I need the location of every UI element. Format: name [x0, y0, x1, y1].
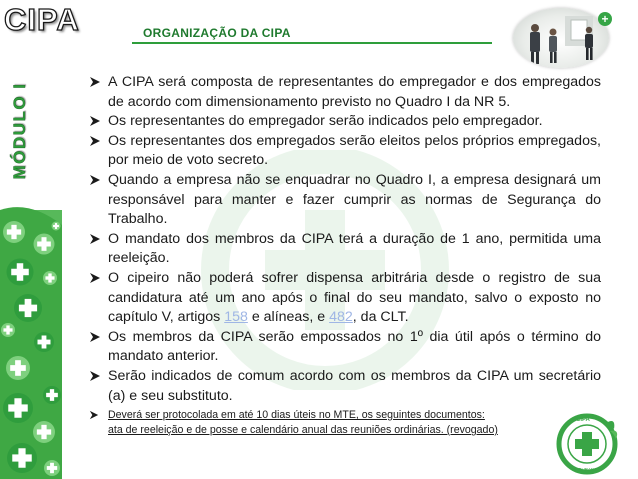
list-item-text: Serão indicados de comum acordo com os membros da CIPA um secretário (a) e seu substituto.: [108, 367, 601, 404]
list-item-text: , da CLT.: [352, 309, 409, 326]
footnote-line-2: ata de reeleição e de posse e calendário anual das reuniões ordinárias. (revogado): [108, 424, 498, 437]
arrow-bullet-icon: [89, 135, 101, 147]
bottom-logo-subtext: SEGURANÇA: [572, 467, 601, 472]
content-list: [89, 73, 601, 438]
list-item: [89, 269, 601, 328]
list-item: [89, 171, 601, 230]
footnote-line-1: Deverá ser protocolada em até 10 dias úteis no MTE, os seguintes documentos:: [108, 409, 485, 422]
arrow-bullet-icon: [89, 370, 101, 382]
module-label-text: MÓDULO I: [10, 82, 29, 180]
article-482-link[interactable]: 482: [329, 309, 353, 326]
arrow-bullet-icon: [89, 272, 101, 284]
list-item: [89, 328, 601, 367]
bottom-logo-text: CIPA: [576, 417, 590, 423]
list-item-text: Quando a empresa não se enquadrar no Quadro I, a empresa designará um responsável para manter e fazer cumprir as normas de Segurança do Trabalho.: [108, 171, 601, 228]
list-item-text: O cipeiro não poderá sofrer dispensa arbitrária desde o registro de sua candidatura até um ano após o final do seu mandato, salvo o exposto no capítulo V, artigos: [108, 269, 601, 326]
footnote-item: [89, 408, 601, 423]
list-item: [89, 112, 601, 132]
arrow-bullet-icon: [89, 410, 99, 420]
list-item-text: Os membros da CIPA serão empossados no 1º dia útil após o término do mandato anterior.: [108, 328, 601, 365]
list-item-text: Os representantes dos empregados serão eleitos pelos próprios empregados, por meio de voto secreto.: [108, 132, 601, 169]
arrow-bullet-icon: [89, 233, 101, 245]
arrow-bullet-icon: [89, 331, 101, 343]
arrow-bullet-icon: [89, 76, 101, 88]
arrow-bullet-icon: [89, 115, 101, 127]
list-item-text: A CIPA será composta de representantes do empregador e dos empregados de acordo com dimensionamento previsto no Quadro I da NR 5.: [108, 74, 601, 110]
list-item: [89, 132, 601, 171]
cipa-logo: CIPA: [4, 2, 80, 37]
title-underline: [132, 42, 492, 44]
list-item: [89, 73, 601, 112]
article-158-link[interactable]: 158: [224, 309, 248, 326]
page-title: ORGANIZAÇÃO DA CIPA: [143, 26, 291, 40]
list-item-text: O mandato dos membros da CIPA terá a duração de 1 ano, permitida uma reeleição.: [108, 230, 601, 267]
list-item: [89, 230, 601, 269]
arrow-bullet-icon: [89, 174, 101, 186]
module-label: [10, 66, 30, 196]
cipa-seguranca-logo: [554, 413, 620, 475]
plus-icon: +: [598, 12, 612, 26]
list-item: [89, 367, 601, 406]
list-item-text: Os representantes do empregador serão indicados pelo empregador.: [108, 113, 543, 130]
list-item-text: e alíneas, e: [247, 309, 330, 326]
business-people-photo: [513, 8, 609, 68]
